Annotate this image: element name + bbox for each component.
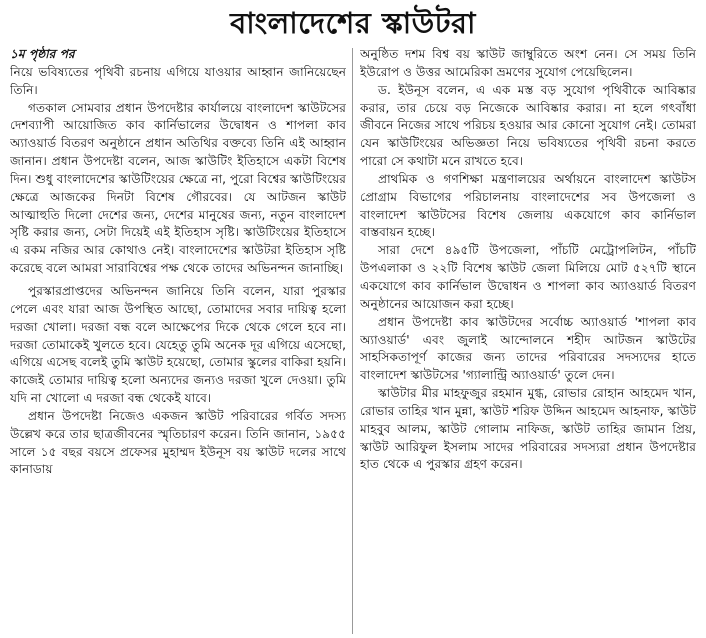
article-paragraph: প্রধান উপদেষ্টা নিজেও একজন স্কাউট পরিবারের গর্বিত সদস্য উল্লেখ করে তার ছাত্রজীবনের স্মৃতিচারণ করেন। তিনি জানান, ১৯৫৫ সালে ১৫ বছর বয়সে প্রফেসর মুহাম্মদ ইউনূস বয় স্কাউট দলের সাথে কানাডায়	[10, 408, 346, 477]
column-divider	[352, 48, 353, 634]
article-paragraph: গতকাল সোমবার প্রধান উপদেষ্টার কার্যালয়ে বাংলাদেশ স্কাউটসের দেশব্যাপী আয়োজিত কাব কার্নিভালের উদ্বোধন ও শাপলা কাব অ্যাওয়ার্ড বিতরণ অনুষ্ঠানে প্রধান অতিথির বক্তব্যে তিনি এই আহ্বান জানান। প্রধান উপদেষ্টা বলেন, আজ স্কাউটিং ইতিহাসে একটা বিশেষ দিন। শুধু বাংলাদেশের স্কাউটিংয়ের ক্ষেত্রে না, পুরো বিশ্বের স্কাউটিংয়ের ক্ষেত্রে আজকের দিনটা বিশেষ গৌরবের। যে আটজন স্কাউট আত্মাহুতি দিলো দেশের জন্য, দেশের মানুষের জন্য, নতুন বাংলাদেশ সৃষ্টি করার জন্য, সেটা দিয়েই এই ইতিহাস সৃষ্টি। স্কাউটিংয়ের ইতিহাসে এ রকম নজির আর কোথাও নেই। বাংলাদেশের স্কাউটরা ইতিহাস সৃষ্টি করেছে বলে আমরা সারাবিশ্বের পক্ষ থেকে তাদের অভিনন্দন জানাচ্ছি।	[10, 100, 346, 276]
continuation-label: ১ম পৃষ্ঠার পর	[10, 47, 75, 61]
article-column-left	[10, 46, 346, 634]
article-paragraph: প্রধান উপদেষ্টা কাব স্কাউটদের সর্বোচ্চ অ্যাওয়ার্ড 'শাপলা কাব অ্যাওয়ার্ড' এবং জুলাই আন্দোলনে শহীদ আটজন স্কাউটের সাহসিকতাপূর্ণ কাজের জন্য তাদের পরিবারের সদস্যদের হাতে বাংলাদেশ স্কাউটসের 'গ্যালান্ট্রি অ্যাওয়ার্ড' তুলে দেন।	[360, 314, 696, 383]
article-paragraph: পুরস্কারপ্রাপ্তদের অভিনন্দন জানিয়ে তিনি বলেন, যারা পুরস্কার পেলে এবং যারা আজ উপস্থিত আছো, তোমাদের সবার দায়িত্ব হলো দরজা খোলা। দরজা বন্ধ বলে আক্ষেপের দিকে থেকে গেলে হবে না। দরজা তোমাকেই খুলতে হবে। যেহেতু তুমি অনেক দূর এগিয়ে এসেছো, এগিয়ে এসেছ বলেই তুমি স্কাউট হয়েছো, তোমার স্কুলের বাকিরা হয়নি। কাজেই তোমার দায়িত্ব হলো অন্যদের জন্যও দরজা খুলে দেওয়া। তুমি যদি না খোলো এ দরজা বন্ধ থেকেই যাবে।	[10, 283, 346, 406]
article-paragraph: সারা দেশে ৪৯৫টি উপজেলা, পাঁচটি মেট্রোপলিটন, পাঁচটি উপএলাকা ও ২২টি বিশেষ স্কাউট জেলা মিলিয়ে মোট ৫২৭টি স্থানে একযোগে কাব কার্নিভাল উদ্বোধন ও শাপলা কাব অ্যাওয়ার্ড বিতরণ অনুষ্ঠানের আয়োজন করা হচ্ছে।	[360, 243, 696, 311]
article-column-right	[360, 46, 696, 634]
article-paragraph: অনুষ্ঠিত দশম বিশ্ব বয় স্কাউট জাম্বুরিতে অংশ নেন। সে সময় তিনি ইউরোপ ও উত্তর আমেরিকা ভ্রমণের সুযোগ পেয়েছিলেন।	[360, 47, 696, 79]
headline: বাংলাদেশের স্কাউটরা	[230, 6, 476, 40]
article-paragraph: প্রাথমিক ও গণশিক্ষা মন্ত্রণালয়ের অর্থায়নে বাংলাদেশ স্কাউটস প্রোগ্রাম বিভাগের পরিচালনায় বাংলাদেশের সব উপজেলা ও বাংলাদেশ স্কাউটসের বিশেষ জেলায় একযোগে কাব কার্নিভাল বাস্তবায়ন হচ্ছে।	[360, 171, 696, 240]
article-paragraph: নিয়ে ভবিষ্যতের পৃথিবী রচনায় এগিয়ে যাওয়ার আহ্বান জানিয়েছেন তিনি।	[10, 64, 346, 97]
article-paragraph: স্কাউটার মীর মাহফুজুর রহমান মুগ্ধ, রোভার রোহান আহমেদ খান, রোভার তাহির খান মুন্না, স্কাউট শরিফ উদ্দিন আহমেদ আহনাফ, স্কাউট মাহবুব আলম, স্কাউট গোলাম নাফিজ, স্কাউট তাহির জামান প্রিয়, স্কাউট আরিফুল ইসলাম সাদের পরিবারের সদস্যরা প্রধান উপদেষ্টার হাত থেকে এ পুরস্কার গ্রহণ করেন।	[360, 386, 696, 472]
article-paragraph: ড. ইউনূস বলেন, এ এক মস্ত বড় সুযোগ পৃথিবীকে আবিষ্কার করার, তার চেয়ে বড় নিজেকে আবিষ্কার করার। না হলে গৎবাঁধা জীবনে নিজের সাথে পরিচয় হওয়ার আর কোনো সুযোগ নেই। তোমরা যেন স্কাউটিংয়ের অভিজ্ঞতা নিয়ে ভবিষ্যতের পৃথিবী রচনা করতে পারো সে কথাটা মনে রাখতে হবে।	[360, 82, 696, 169]
